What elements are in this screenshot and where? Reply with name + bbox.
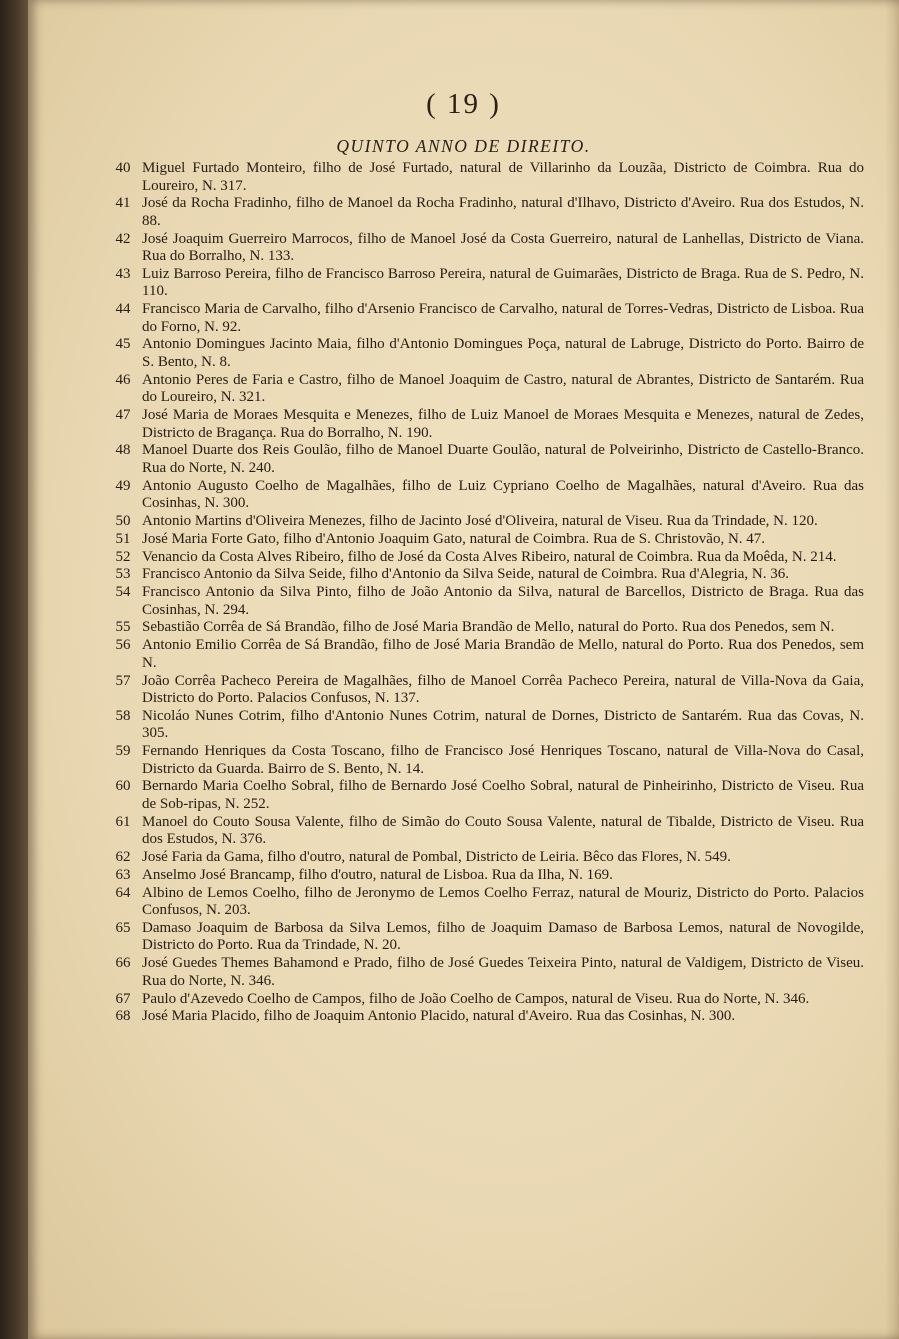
entry-number: 52 — [115, 548, 131, 565]
list-item — [104, 814, 864, 849]
list-item — [104, 637, 864, 672]
entry-number: 48 — [115, 442, 131, 459]
entry-text: José Guedes Themes Bahamond e Prado, filho de José Guedes Teixeira Pinto, natural de Valdigem, Districto de Viseu. Rua do Norte, N. 346. — [142, 955, 864, 989]
section-title: QUINTO ANNO DE DIREITO. — [336, 136, 591, 156]
entry-text: Sebastião Corrêa de Sá Brandão, filho de José Maria Brandão de Mello, natural do Porto. Rua dos Penedos, sem N. — [142, 619, 835, 636]
entry-number: 61 — [115, 813, 131, 830]
entry-number: 62 — [115, 849, 131, 866]
entry-text: Francisco Antonio da Silva Seide, filho d'Antonio da Silva Seide, natural de Coimbra. Rua d'Alegria, N. 36. — [142, 566, 789, 583]
list-item — [104, 1008, 864, 1026]
entry-number: 43 — [115, 265, 131, 282]
entry-text: Manoel do Couto Sousa Valente, filho de Simão do Couto Sousa Valente, natural de Tibalde, Districto de Viseu. Rua dos Estudos, N. 376. — [142, 813, 864, 848]
entry-number: 59 — [115, 743, 131, 760]
entry-text: João Corrêa Pacheco Pereira de Magalhães, filho de Manoel Corrêa Pacheco Pereira, natural de Villa-Nova da Gaia, Districto do Porto. Palacios Confusos, N. 137. — [142, 672, 864, 707]
list-item — [104, 513, 864, 531]
entry-number: 53 — [115, 566, 131, 583]
entry-number: 51 — [115, 530, 131, 547]
entry-text: Francisco Antonio da Silva Pinto, filho de João Antonio da Silva, natural de Barcellos, Districto de Braga. Rua das Cosinhas, N. 294. — [142, 584, 864, 618]
entry-number: 54 — [115, 584, 131, 601]
page-number: ( 19 ) — [426, 88, 501, 120]
entry-number: 50 — [115, 512, 131, 529]
list-item — [104, 407, 864, 442]
list-item — [104, 584, 864, 619]
entry-text: Luiz Barroso Pereira, filho de Francisco Barroso Pereira, natural de Guimarães, Districto de Braga. Rua de S. Pedro, N. 110. — [142, 265, 864, 300]
entry-text: Miguel Furtado Monteiro, filho de José Furtado, natural de Villarinho da Louzãa, Districto de Coimbra. Rua do Loureiro, N. 317. — [142, 160, 864, 194]
list-item — [104, 160, 864, 195]
book-page — [28, 0, 899, 1339]
entry-number: 49 — [115, 477, 131, 494]
entry-number: 46 — [115, 371, 131, 388]
entry-text: José Joaquim Guerreiro Marrocos, filho de Manoel José da Costa Guerreiro, natural de Lanhellas, Districto de Viana. Rua do Borralho, N. 133. — [142, 230, 864, 265]
entry-text: Francisco Maria de Carvalho, filho d'Arsenio Francisco de Carvalho, natural de Torres-Vedras, Districto de Lisboa. Rua do Forno, N. 92. — [142, 301, 864, 335]
page-edge — [885, 0, 899, 1339]
list-item — [104, 531, 864, 549]
list-item — [104, 566, 864, 584]
entry-number: 44 — [115, 301, 131, 318]
entry-text: Fernando Henriques da Costa Toscano, filho de Francisco José Henriques Toscano, natural de Villa-Nova do Casal, Districto da Guarda. Bairro de S. Bento, N. 14. — [142, 743, 864, 777]
entry-number: 67 — [115, 990, 131, 1007]
entry-number: 45 — [115, 336, 131, 353]
entry-text: José Maria de Moraes Mesquita e Menezes, filho de Luiz Manoel de Moraes Mesquita e Menezes, natural de Zedes, Districto de Bragança. Rua do Borralho, N. 190. — [142, 407, 864, 441]
list-item — [104, 955, 864, 990]
entry-number: 64 — [115, 884, 131, 901]
entry-number: 58 — [115, 707, 131, 724]
list-item — [104, 231, 864, 266]
entry-number: 41 — [115, 195, 131, 212]
list-item — [104, 372, 864, 407]
list-item — [104, 195, 864, 230]
student-list — [104, 160, 864, 1026]
entry-text: Manoel Duarte dos Reis Goulão, filho de Manoel Duarte Goulão, natural de Polveirinho, Districto de Castello-Branco. Rua do Norte, N. 240. — [142, 442, 864, 476]
entry-text: Nicoláo Nunes Cotrim, filho d'Antonio Nunes Cotrim, natural de Dornes, Districto de Santarém. Rua das Covas, N. 305. — [142, 707, 864, 742]
entry-number: 65 — [115, 919, 131, 936]
entry-text: Venancio da Costa Alves Ribeiro, filho de José da Costa Alves Ribeiro, natural de Coimbra. Rua da Moêda, N. 214. — [142, 548, 837, 565]
list-item — [104, 867, 864, 885]
entry-number: 68 — [115, 1008, 131, 1025]
list-item — [104, 708, 864, 743]
entry-text: José Maria Forte Gato, filho d'Antonio Joaquim Gato, natural de Coimbra. Rua de S. Christovão, N. 47. — [142, 530, 766, 547]
list-item — [104, 549, 864, 567]
entry-text: Antonio Martins d'Oliveira Menezes, filho de Jacinto José d'Oliveira, natural de Viseu. Rua da Trindade, N. 120. — [142, 512, 818, 529]
list-item — [104, 442, 864, 477]
entry-number: 57 — [115, 672, 131, 689]
entry-text: José da Rocha Fradinho, filho de Manoel da Rocha Fradinho, natural d'Ilhavo, Districto d'Aveiro. Rua dos Estudos, N. 88. — [142, 195, 864, 229]
entry-number: 66 — [115, 955, 131, 972]
entry-text: Antonio Domingues Jacinto Maia, filho d'Antonio Domingues Poça, natural de Labruge, Districto do Porto. Bairro de S. Bento, N. 8. — [142, 336, 864, 370]
entry-text: Albino de Lemos Coelho, filho de Jeronymo de Lemos Coelho Ferraz, natural de Mouriz, Districto do Porto. Palacios Confusos, N. 203. — [142, 884, 864, 919]
entry-number: 40 — [115, 160, 131, 176]
list-item — [104, 619, 864, 637]
entry-text: Antonio Augusto Coelho de Magalhães, filho de Luiz Cypriano Coelho de Magalhães, natural d'Aveiro. Rua das Cosinhas, N. 300. — [142, 477, 864, 512]
list-item — [104, 673, 864, 708]
list-item — [104, 849, 864, 867]
list-item — [104, 266, 864, 301]
entry-number: 63 — [115, 866, 131, 883]
list-item — [104, 743, 864, 778]
entry-number: 42 — [115, 230, 131, 247]
entry-number: 56 — [115, 637, 131, 654]
entry-number: 60 — [115, 778, 131, 795]
entry-text: José Maria Placido, filho de Joaquim Antonio Placido, natural d'Aveiro. Rua das Cosinhas, N. 300. — [142, 1008, 736, 1025]
list-item — [104, 885, 864, 920]
list-item — [104, 778, 864, 813]
entry-number: 55 — [115, 619, 131, 636]
entry-text: Paulo d'Azevedo Coelho de Campos, filho de João Coelho de Campos, natural de Viseu. Rua do Norte, N. 346. — [142, 990, 810, 1007]
entry-number: 47 — [115, 407, 131, 424]
list-item — [104, 301, 864, 336]
list-item — [104, 920, 864, 955]
entry-text: Anselmo José Brancamp, filho d'outro, natural de Lisboa. Rua da Ilha, N. 169. — [142, 866, 613, 883]
list-item — [104, 991, 864, 1009]
entry-text: Antonio Emilio Corrêa de Sá Brandão, filho de José Maria Brandão de Mello, natural do Porto. Rua dos Penedos, sem N. — [142, 637, 864, 671]
list-item — [104, 336, 864, 371]
entry-text: Damaso Joaquim de Barbosa da Silva Lemos, filho de Joaquim Damaso de Barbosa Lemos, natural de Novogilde, Districto do Porto. Rua da Trindade, N. 20. — [142, 919, 864, 954]
entry-text: Antonio Peres de Faria e Castro, filho de Manoel Joaquim de Castro, natural de Abrantes, Districto de Santarém. Rua do Loureiro, N. 321. — [142, 371, 864, 406]
entry-text: José Faria da Gama, filho d'outro, natural de Pombal, Districto de Leiria. Bêco das Flores, N. 549. — [142, 849, 731, 866]
book-binding — [0, 0, 30, 1339]
entry-text: Bernardo Maria Coelho Sobral, filho de Bernardo José Coelho Sobral, natural de Pinheirinho, Districto de Viseu. Rua de Sob-ripas, N. 252. — [142, 778, 864, 812]
list-item — [104, 478, 864, 513]
